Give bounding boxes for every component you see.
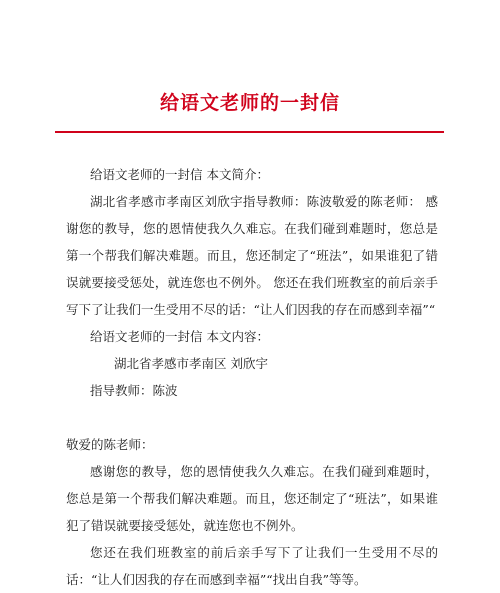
body-paragraph: 感谢您的教导，您的恩情使我久久难忘。在我们碰到难题时，您总是第一个帮我们解决难题。而且，您还制定了“班法”，如果谁犯了错误就要接受惩处，就连您也不例外。 — [66, 464, 438, 533]
author-line: 湖北省孝感市孝南区 刘欣宇 — [114, 356, 268, 371]
document-body — [66, 161, 438, 593]
intro-heading: 给语文老师的一封信 本文简介： — [90, 167, 269, 182]
salutation: 敬爱的陈老师： — [66, 437, 154, 452]
title-divider — [55, 131, 444, 133]
teacher-line: 指导教师：陈波 — [90, 383, 178, 398]
content-heading: 给语文老师的一封信 本文内容： — [90, 329, 269, 344]
paragraph-gap — [66, 404, 438, 431]
document-title: 给语文老师的一封信 — [159, 92, 340, 114]
body-paragraph: 您还在我们班教室的前后亲手写下了让我们一生受用不尽的话：“让人们因我的存在而感到幸福”“找出自我”等等。 — [66, 545, 438, 587]
intro-summary: 湖北省孝感市孝南区刘欣宇指导教师：陈波敬爱的陈老师： 感谢您的教导，您的恩情使我久久难忘。在我们碰到难题时，您总是第一个帮我们解决难题。而且，您还制定了“班法”，如果谁犯了错误就要接受惩处，就连您也不例外。 您还在我们班教室的前后亲手写下了让我们一生受用不尽的话：“让人们因我的存在而感到幸福”“ — [66, 194, 438, 317]
